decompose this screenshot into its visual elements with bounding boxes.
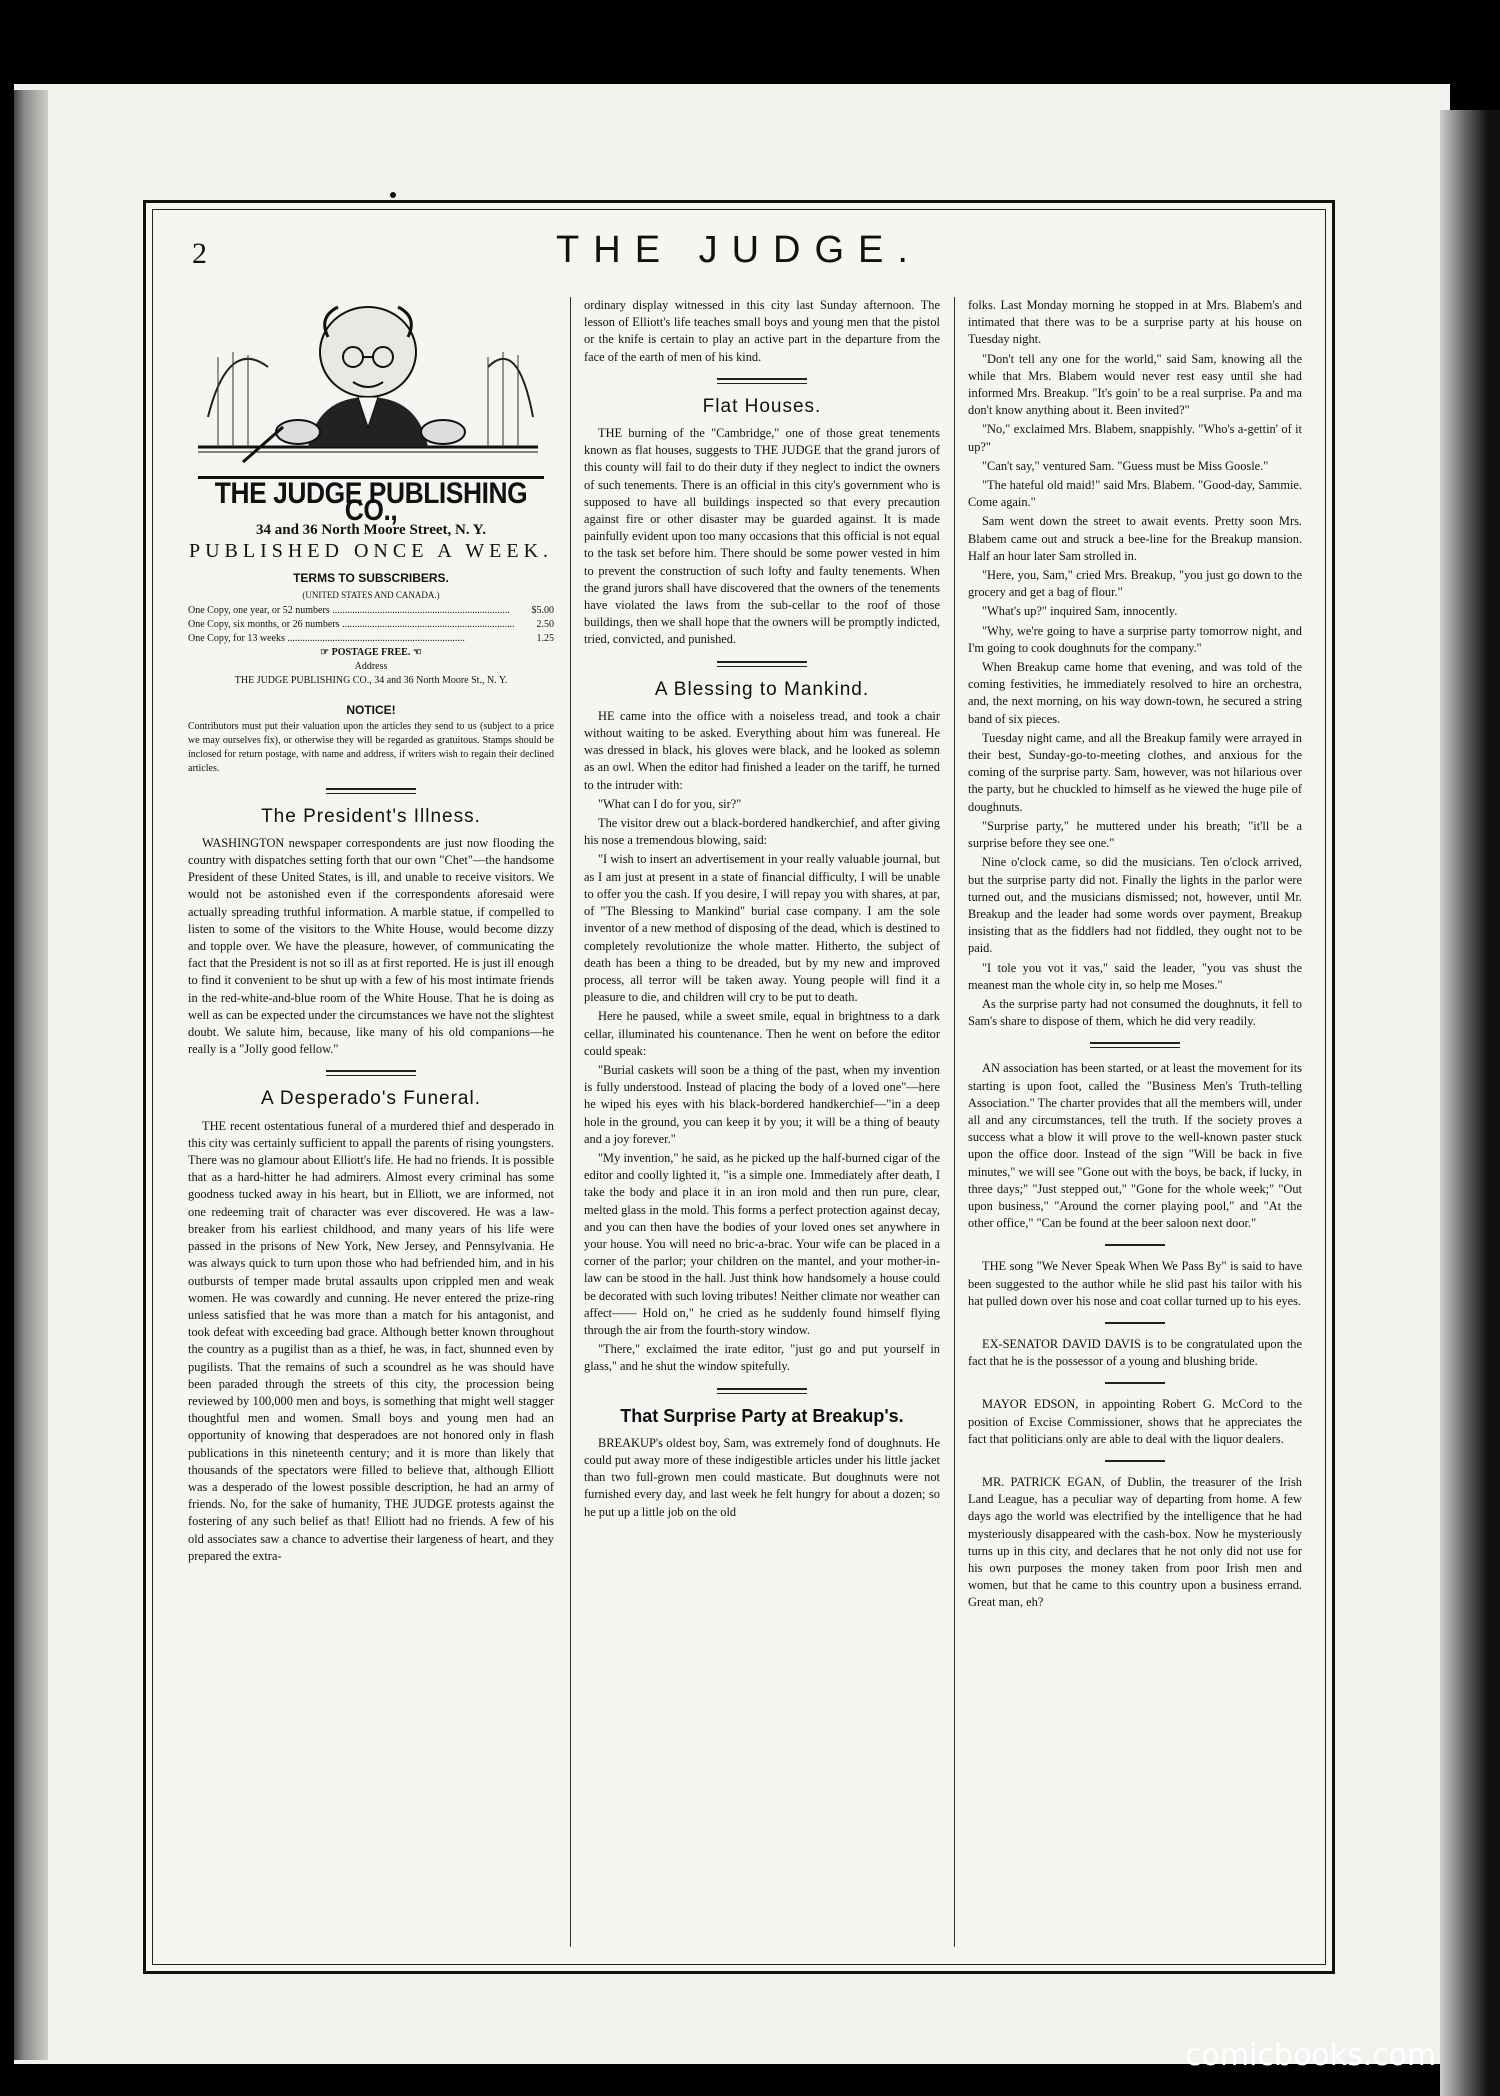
- terms-row: [188, 632, 554, 646]
- news-item: MR. PATRICK EGAN, of Dublin, the treasurer of the Irish Land League, has a peculiar way of departing from home. A few days ago the world was electrified by the intelligence that he had mysteriously disappeared with the cash-box. Now he mysteriously turns up in this city, and declares that he not only did not use for his own purposes the money taken from poor Irish men and women, but that he came to this country upon a business errand. Great man, eh?: [968, 1474, 1302, 1610]
- article-paragraph: "Surprise party," he muttered under his breath; "it'll be a surprise before they see one.": [968, 818, 1302, 851]
- column-3: [968, 297, 1302, 1614]
- article-paragraph: "Why, we're going to have a surprise party tomorrow night, and I'm going to cook doughnuts for the company.": [968, 623, 1302, 655]
- article-paragraph: "No," exclaimed Mrs. Blabem, snappishly. "Who's a-gettin' of it up?": [968, 422, 1302, 454]
- item-divider: [1105, 1322, 1165, 1324]
- article-paragraph: "I tole you vot it vas," said the leader, "you vas shust the meanest man the whole city in, so help me Moses.": [968, 960, 1302, 992]
- article-title-surprise-party: That Surprise Party at Breakup's.: [620, 1405, 904, 1426]
- article-body: BREAKUP's oldest boy, Sam, was extremely fond of doughnuts. He could put away more of these indigestible articles under his little jacket than two full-grown men could masticate. But doughnuts were not furnished every day, and last week he felt hungry for about a dozen; so he put up a little job on the old: [584, 1435, 940, 1519]
- article-paragraph: As the surprise party had not consumed the doughnuts, it fell to Sam's share to dispose of them, which he did very readily.: [968, 996, 1302, 1029]
- article-paragraph: "What's up?" inquired Sam, innocently.: [982, 604, 1178, 619]
- news-item: EX-SENATOR DAVID DAVIS is to be congratulated upon the fact that he is the possessor of a young and blushing bride.: [968, 1336, 1302, 1369]
- article-paragraph: folks. Last Monday morning he stopped in at Mrs. Blabem's and intimated that there was to be a surprise party at his house on Tuesday night.: [968, 298, 1302, 347]
- terms-heading: TERMS TO SUBSCRIBERS.: [293, 571, 449, 586]
- page-edge-shadow: [1440, 110, 1500, 2096]
- masthead-title: THE JUDGE.: [556, 229, 922, 271]
- article-body: THE recent ostentatious funeral of a murdered thief and desperado in this city was certainly sufficient to appall the parents of rising youngsters. There was no glamour about Elliott's life. He had no friends. It is possible that as a hard-hitter he had admirers. Almost every criminal has some goodness tucked away in his heart, but in Elliott, we are informed, not one redeeming trait of character was ever discovered. He was a law-breaker from his earliest childhood, and many years of his life were passed in the prisons of New York, New Jersey, and Pennsylvania. He was always quick to turn upon those who had befriended him, and in his outbursts of temper made brutal assaults upon crippled men and weak women. He was cowardly and cunning. He never entered the prize-ring unless satisfied that he was more than a match for his antagonist, and took defeat with exceeding bad grace. Although better known throughout the country as a pugilist than as a thief, he was, in fact, shunned even by pugilists. That the remains of such a scoundrel as he was should have been paraded through the streets of this city, the procession being reviewed by 100,000 men and boys, is something that might well stagger thoughtful men and women. Small boys and young men had an opportunity of knowing that desperadoes are not honored only in flash publications in this nineteenth century; and it is more than likely that thousands of the spectators were filled to believe that, although Elliott was a desperado of the lowest possible description, he had an army of friends. No, for the sake of humanity, THE JUDGE protests against the fostering of any such belief as that! Elliott had no friends. A few of his old associates saw a chance to advertise their largeness of heart, and they prepared the extra-: [188, 1118, 554, 1563]
- article-paragraph: "Can't say," ventured Sam. "Guess must be Miss Goosle.": [982, 458, 1269, 473]
- article-paragraph: "The hateful old maid!" said Mrs. Blabem. "Good-day, Sammie. Come again.": [968, 478, 1302, 510]
- notice-text: Contributors must put their valuation upon the articles they send to us (subject to a price we may ourselves fix), or otherwise they will be regarded as gratuitous. Stamps should be inclosed for return postage, with name and address, if writers wish to regain their declined articles.: [188, 720, 554, 774]
- terms-row: [188, 604, 554, 618]
- terms-label: One Copy, for 13 weeks .....: [188, 632, 514, 646]
- page-number: 2: [192, 237, 207, 270]
- terms-amount: 1.25: [536, 633, 554, 645]
- book-binding-edge: [14, 90, 48, 2060]
- address-label: Address: [354, 661, 388, 673]
- terms-subheading: (UNITED STATES AND CANADA.): [302, 590, 440, 601]
- terms-amount: 2.50: [536, 619, 554, 631]
- postage-free-note: ☞ POSTAGE FREE. ☜: [320, 647, 422, 659]
- ink-dot: [390, 192, 396, 198]
- section-divider: [717, 1388, 807, 1394]
- terms-row: [188, 618, 554, 632]
- article-body: WASHINGTON newspaper correspondents are just now flooding the country with dispatches setting forth that our own "Chet"—the handsome President of these United States, is ill, and unable to receive visitors. We would not be astonished even if the correspondents aforesaid were actually spreading truthful information. A marble statue, if compelled to listen to some of the visitors to the White House, would become dizzy and topple over. We have the pleasure, however, of communicating the fact that the President is not so ill as at first reported. He is just ill enough to find it convenient to be shut up with a few of his most intimate friends in the red-white-and-blue room of the White House. That he is doing as well as can be expected under the circumstances we have not the slightest doubt. We salute him, because, like many of his old companions—he really is a "Jolly good fellow.": [188, 835, 554, 1057]
- news-item: AN association has been started, or at least the movement for its starting is upon foot, called the "Business Men's Truth-telling Association." The charter provides that all the members will, under all and any circumstances, tell the truth. If the society proves a success what a blow it will prove to the well-known paster stuck upon the office door. Instead of the sign "Will be back in five minutes," we will see "Gone out with the boys, be back, if lucky, in three days;" "Just stepped out," "Gone for the whole week;" "Out upon business," "Around the corner playing pool," and "At the other office," "Can be found at the beer saloon next door.": [968, 1061, 1302, 1231]
- page-frame: [143, 200, 1335, 1974]
- article-paragraph: "I wish to insert an advertisement in your really valuable journal, but as I am just at present in a state of financial difficulty, I will be unable to offer you the cash. If you desire, I will repay you with shares, at par, of "The Blessing to Mankind" burial case company. I am the sole inventor of a new method of disposing of the dead, which is destined to completely revolutionize the whole matter. Hitherto, the subject of death has been a thing to be dreaded, but by my new and improved process, all terror will be taken away. Young people will find it a pleasure to die, and children will cry to be put to death.: [584, 852, 940, 1005]
- column-1: [188, 297, 554, 1567]
- article-paragraph: Nine o'clock came, so did the musicians. Ten o'clock arrived, but the surprise party did not. Finally the lights in the parlor were turned out, and the musicians dismissed; not, however, until Mr. Breakup and the leader had some words over payment, Breakup insisting that as the fiddlers had not fiddled, they ought not to be paid.: [968, 855, 1302, 956]
- article-title-desperados-funeral: A Desperado's Funeral.: [261, 1088, 481, 1110]
- address-line: THE JUDGE PUBLISHING CO., 34 and 36 North Moore St., N. Y.: [234, 675, 508, 687]
- section-divider: [1090, 1042, 1180, 1048]
- news-item: MAYOR EDSON, in appointing Robert G. McCord to the position of Excise Commissioner, shows that he appreciates the fact that politicians only are able to deal with the liquor dealers.: [968, 1397, 1302, 1446]
- notice-heading: NOTICE!: [346, 703, 396, 718]
- column-rule: [954, 297, 955, 1947]
- terms-label: One Copy, six months, or 26 numbers .....: [188, 618, 514, 632]
- column-2: [584, 297, 940, 1523]
- publisher-address: 34 and 36 North Moore Street, N. Y.: [256, 521, 486, 538]
- article-title-flat-houses: Flat Houses.: [702, 395, 822, 417]
- section-divider: [326, 788, 416, 794]
- article-paragraph: The visitor drew out a black-bordered handkerchief, and after giving his nose a tremendous blowing, said:: [584, 816, 940, 848]
- article-body: THE burning of the "Cambridge," one of those great tenements known as flat houses, suggests to THE JUDGE that the grand jurors of this county will fail to do their duty if they neglect to indict the owners of such tenements. There is an official in this city's government who is supposed to have all buildings inspected so that every precaution against fire or other disaster may be guarded against. It is made painfully evident upon too many occasions that this official is not equal to the task set before him. There should be some power vested in him to prevent the construction of such lofty and faulty tenements. When the grand jurors shall have discovered that the owners of the tenements have violated the laws from the sub-cellar to the roof of those buildings, then we shall hope that the owners will be promptly indicted, tried, convicted, and punished.: [584, 426, 940, 647]
- item-divider: [1105, 1460, 1165, 1462]
- terms-amount: $5.00: [531, 605, 554, 617]
- article-paragraph: "Don't tell any one for the world," said Sam, knowing all the while that Mrs. Blabem would never rest easy until she had informed Mrs. Breakup. "It's goin' to be a real surprise. Pa and ma don't know anything about it. Been invited?": [968, 351, 1302, 418]
- article-paragraph: Sam went down the street to await events. Pretty soon Mrs. Blabem came out and struck a bee-line for the Breakup mansion. Half an hour later Sam strolled in.: [968, 514, 1302, 563]
- news-item: THE song "We Never Speak When We Pass By" is said to have been suggested to the author while he slid past his tailor with his hat pulled down over his nose and coat collar turned up to his eyes.: [968, 1259, 1302, 1308]
- article-paragraph: "There," exclaimed the irate editor, "just go and put yourself in glass," and he shut the window spitefully.: [584, 1342, 940, 1374]
- editor-caricature-illustration: [188, 297, 548, 463]
- section-divider: [717, 378, 807, 384]
- article-paragraph: HE came into the office with a noiseless tread, and took a chair without waiting to be asked. Everything about him was funereal. He was dressed in black, his gloves were black, and he looked as solemn as an owl. When the editor had finished a leader on the tariff, he turned to the intruder with:: [584, 708, 940, 792]
- site-watermark: comicbooks.com: [1185, 2038, 1437, 2073]
- article-paragraph: "Here, you, Sam," cried Mrs. Breakup, "you just go down to the grocery and get a bag of flour.": [968, 568, 1302, 600]
- column-rule: [570, 297, 571, 1947]
- article-paragraph: "Burial caskets will soon be a thing of the past, when my invention is fully understood. Instead of placing the body of a loved one"—here he wiped his eyes with his black-bordered handkerchief—"in a deep hole in the ground, you can keep it by you; it will be a thing of beauty and a joy forever.": [584, 1062, 940, 1146]
- item-divider: [1105, 1244, 1165, 1246]
- article-paragraph: Here he paused, while a sweet smile, equal in brightness to a dark cellar, illuminated his countenance. Then he went on before the editor could speak:: [584, 1009, 940, 1058]
- article-title-presidents-illness: The President's Illness.: [261, 805, 481, 827]
- article-paragraph: Tuesday night came, and all the Breakup family were arrayed in their best, Sunday-go-to-meeting clothes, and anxious for the coming of the surprise party. Sam, however, was not hilarious over the party, but he chuckled to himself as he viewed the huge pile of doughnuts.: [968, 730, 1302, 814]
- section-divider: [326, 1070, 416, 1076]
- publisher-name: THE JUDGE PUBLISHING CO.,: [214, 477, 528, 528]
- terms-label: One Copy, one year, or 52 numbers .....: [188, 604, 514, 618]
- article-paragraph: When Breakup came home that evening, and was told of the coming festivities, he immediately resolved to hire an orchestra, and, the next morning, on his way down-town, he secured a string band of six pieces.: [968, 660, 1302, 726]
- section-divider: [717, 661, 807, 667]
- article-body-continued: ordinary display witnessed in this city last Sunday afternoon. The lesson of Elliott's life teaches small boys and young men that the pistol or the knife is certain to play an active part in the departure from the face of the earth of men of his kind.: [584, 298, 940, 364]
- article-paragraph: "My invention," he said, as he picked up the half-burned cigar of the editor and coolly lighted it, "is a simple one. Immediately after death, I take the body and place it in an iron mold and then run pure, clear, melted glass in the mold. This forms a perfect protection against decay, and you can then have the bodies of your loved ones set anywhere in your house. You will need no bric-a-brac. Your wife can be placed in a corner of the parlor; your children on the mantel, and your mother-in-law can be stood in the hall. Just think how handsomely a house could be decorated with such loving tributes! Neither climate nor weather can affect—— Hold on," he cried as he suddenly found himself flying through the air from the fourth-story window.: [584, 1150, 940, 1337]
- item-divider: [1105, 1382, 1165, 1384]
- article-paragraph: "What can I do for you, sir?": [598, 796, 742, 811]
- publication-frequency: PUBLISHED ONCE A WEEK.: [188, 539, 554, 562]
- article-title-blessing-to-mankind: A Blessing to Mankind.: [654, 678, 870, 700]
